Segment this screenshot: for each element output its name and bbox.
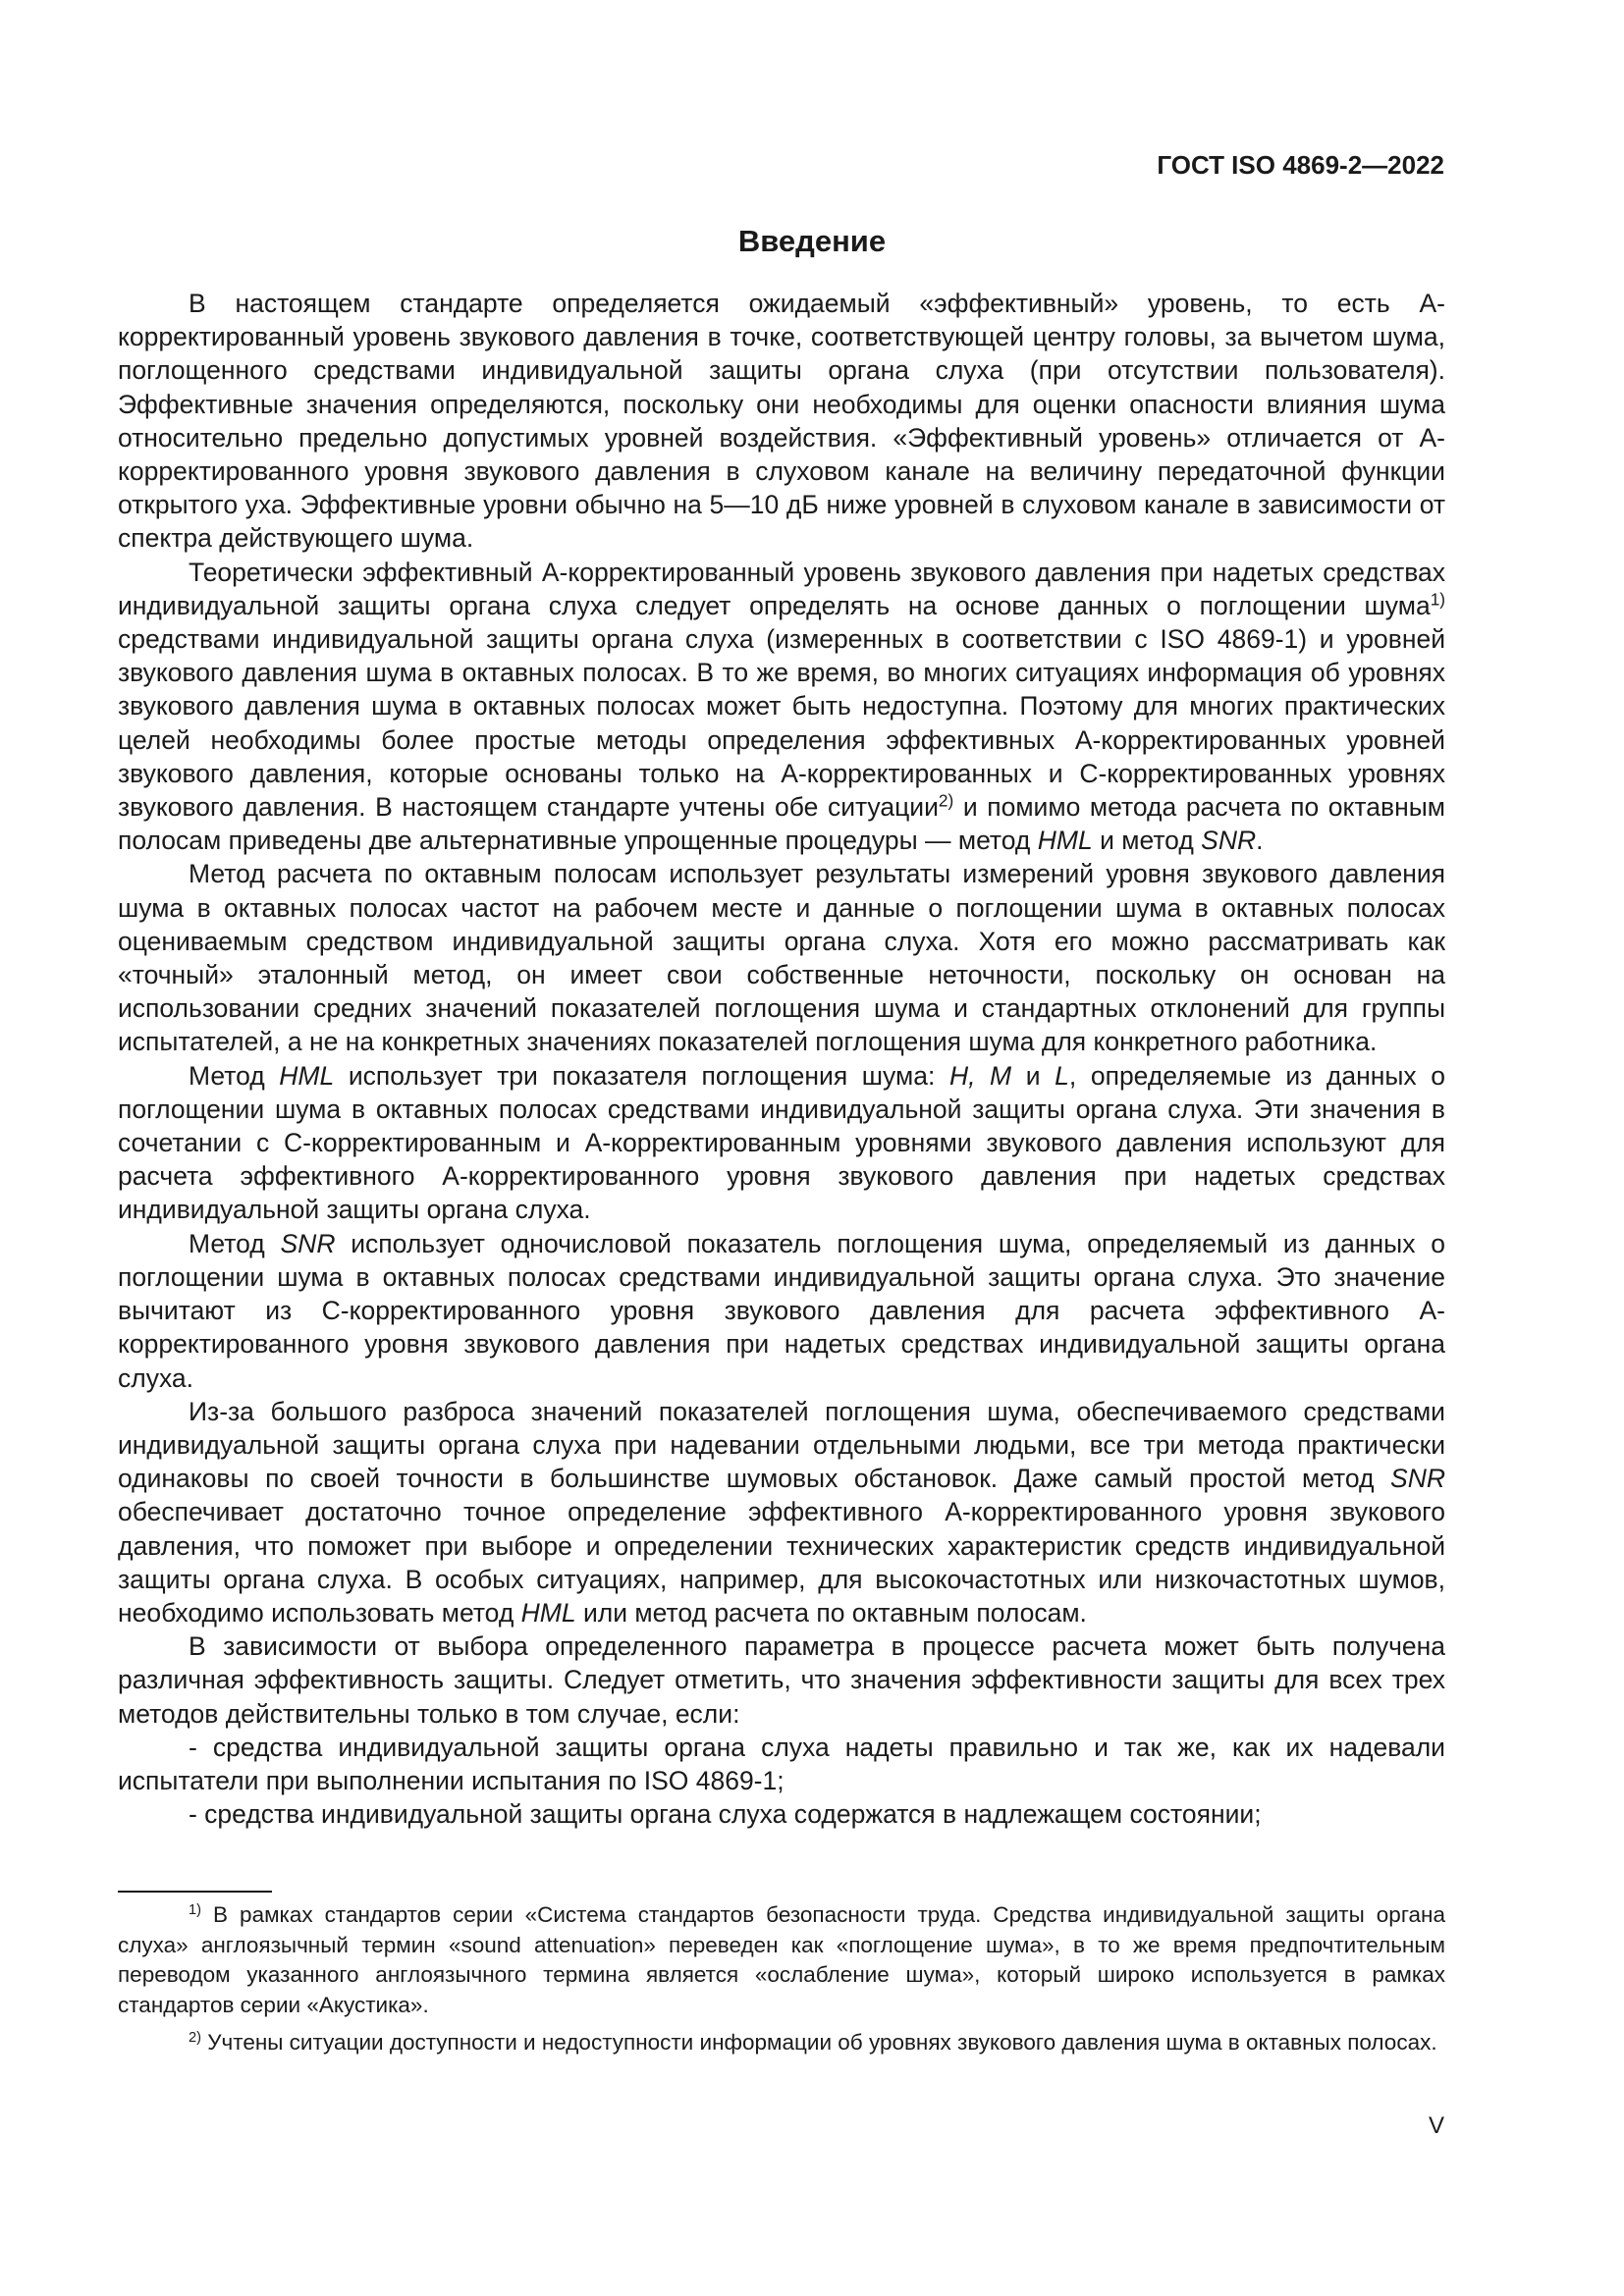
text-run: и помимо метода расчета по октавным полосам приведены две альтернативные упрощенные процедуры — метод: [118, 792, 1445, 856]
paragraph: [118, 287, 1445, 556]
italic-term: H, M: [948, 1060, 1012, 1091]
text-run: - средства индивидуальной защиты органа слуха надеты правильно и так же, как их надевали испытатели при выполнении испытания по ISO 4869-1;: [118, 1732, 1445, 1795]
text-run: Метод: [189, 1228, 281, 1258]
paragraph: [118, 1395, 1445, 1629]
text-run: Метод: [189, 1060, 280, 1091]
paragraph: [118, 1227, 1445, 1395]
italic-term: HML: [279, 1060, 335, 1091]
paragraph: [118, 857, 1445, 1058]
text-run: обеспечивает достаточно точное определение эффективного A-корректированного уровня звукового давления, что поможет при выборе и определении технических характеристик средств индивидуальной защиты органа слуха. В особых ситуациях, например, для высокочастотных или низкочастотных шумов, необходимо использовать метод: [118, 1497, 1445, 1628]
paragraph: [118, 1059, 1445, 1227]
page-number: V: [1428, 2112, 1444, 2139]
text-run: Теоретически эффективный A-корректированный уровень звукового давления при надетых средствах индивидуальной защиты органа слуха следует определять на основе данных о поглощении шума: [118, 557, 1445, 620]
text-run: - средства индивидуальной защиты органа слуха содержатся в надлежащем состоянии;: [189, 1799, 1262, 1830]
body-text: [118, 287, 1445, 1831]
paragraph: [118, 1629, 1445, 1731]
footnote-text: Учтены ситуации доступности и недоступности информации об уровнях звукового давления шума в октавных полосах.: [201, 2030, 1437, 2055]
text-run: средствами индивидуальной защиты органа слуха (измеренных в соответствии с ISO 4869-1) и уровней звукового давления шума в октавных полосах. В то же время, во многих ситуациях информация об уровнях звукового давления шума в октавных полосах может быть недоступна. Поэтому для многих практических целей необходимы более простые методы определения эффективных A-корректированных уровней звукового давления, которые основаны только на A-корректированных и C-корректированных уровнях звукового давления. В настоящем стандарте учтены обе ситуации: [118, 624, 1445, 823]
italic-term: HML: [520, 1597, 576, 1628]
italic-term: SNR: [280, 1228, 336, 1258]
footnote-reference[interactable]: 1): [1430, 589, 1445, 610]
paragraph: [118, 556, 1445, 858]
italic-term: HML: [1037, 826, 1093, 856]
italic-term: L: [1055, 1060, 1069, 1091]
footnote-reference[interactable]: 2): [938, 790, 954, 811]
text-run: .: [1256, 826, 1264, 856]
text-run: и: [1011, 1060, 1056, 1091]
footnote-marker: 2): [189, 2029, 201, 2046]
italic-term: SNR: [1390, 1464, 1445, 1494]
paragraph: [118, 1731, 1445, 1797]
italic-term: SNR: [1201, 826, 1257, 856]
footnote-text: В рамках стандартов серии «Система стандартов безопасности труда. Средства индивидуальной защиты органа слуха» англоязычный термин «sound attenuation» переведен как «поглощение шума», в то же время предпочтительным переводом указанного англоязычного термина является «ослабление шума», который широко используется в рамках стандартов серии «Акустика».: [118, 1902, 1445, 2017]
document-id-header: ГОСТ ISO 4869-2—2022: [1157, 150, 1444, 180]
text-run: использует три показателя поглощения шума:: [334, 1060, 949, 1091]
text-run: или метод расчета по октавным полосам.: [575, 1597, 1087, 1628]
text-run: , определяемые из данных о поглощении шума в октавных полосах средствами индивидуальной защиты органа слуха. Эти значения в сочетании с C-корректированным и A-корректированным уровнями звукового давления используют для расчета эффективного A-корректированного уровня звукового давления при надетых средствах индивидуальной защиты органа слуха.: [118, 1060, 1445, 1225]
section-title: Введение: [737, 224, 887, 258]
text-run: Из-за большого разброса значений показателей поглощения шума, обеспечиваемого средствами индивидуальной защиты органа слуха при надевании отдельными людьми, все три метода практически одинаковы по своей точности в большинстве шумовых обстановок. Даже самый простой метод: [118, 1396, 1445, 1494]
footnote-separator: [118, 1891, 272, 1893]
text-run: В настоящем стандарте определяется ожидаемый «эффективный» уровень, то есть A-корректированный уровень звукового давления в точке, соответствующей центру головы, за вычетом шума, поглощенного средствами индивидуальной защиты органа слуха (при отсутствии пользователя). Эффективные значения определяются, поскольку они необходимы для оценки опасности влияния шума относительно предельно допустимых уровней воздействия. «Эффективный уровень» отличается от A-корректированного уровня звукового давления в слуховом канале на величину передаточной функции открытого уха. Эффективные уровни обычно на 5—10 дБ ниже уровней в слуховом канале в зависимости от спектра действующего шума.: [118, 289, 1445, 554]
paragraph: [118, 1797, 1445, 1831]
footnotes: [118, 1900, 1445, 2066]
text-run: В зависимости от выбора определенного параметра в процессе расчета может быть получена различная эффективность защиты. Следует отметить, что значения эффективности защиты для всех трех методов действительны только в том случае, если:: [118, 1631, 1445, 1729]
footnote: [118, 2028, 1445, 2058]
text-run: использует одночисловой показатель поглощения шума, определяемый из данных о поглощении шума в октавных полосах средствами индивидуальной защиты органа слуха. Это значение вычитают из C-корректированного уровня звукового давления для расчета эффективного A-корректированного уровня звукового давления при надетых средствах индивидуальной защиты органа слуха.: [118, 1228, 1445, 1393]
text-run: Метод расчета по октавным полосам использует результаты измерений уровня звукового давления шума в октавных полосах частот на рабочем месте и данные о поглощении шума в октавных полосах оцениваемым средством индивидуальной защиты органа слуха. Хотя его можно рассматривать как «точный» эталонный метод, он имеет свои собственные неточности, поскольку он основан на использовании средних значений показателей поглощения шума и стандартных отклонений для группы испытателей, а не на конкретных значениях показателей поглощения шума для конкретного работника.: [118, 859, 1445, 1057]
footnote: [118, 1900, 1445, 2020]
footnote-marker: 1): [189, 1901, 201, 1918]
text-run: и метод: [1092, 826, 1202, 856]
